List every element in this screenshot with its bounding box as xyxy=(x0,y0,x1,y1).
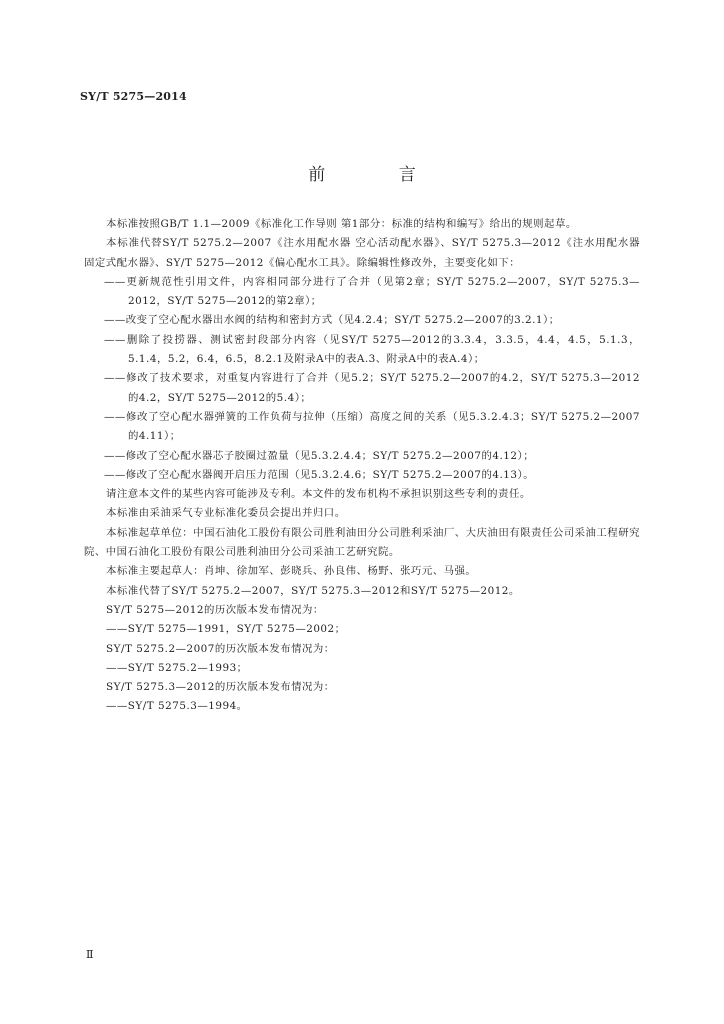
paragraph-proposer: 本标准由采油采气专业标准化委员会提出并归口。 xyxy=(106,507,346,520)
history-item: ——SY/T 5275—1991，SY/T 5275—2002； xyxy=(106,623,346,636)
paragraph-patent-notice: 请注意本文件的某些内容可能涉及专利。本文件的发布机构不承担识别这些专利的责任。 xyxy=(106,488,531,501)
history-item: ——SY/T 5275.2—1993； xyxy=(106,661,248,674)
history-heading: SY/T 5275.2—2007的历次版本发布情况为： xyxy=(106,642,335,655)
history-item: ——SY/T 5275.3—1994。 xyxy=(106,700,248,713)
change-item: ——更新规范性引用文件，内容相同部分进行了合并（见第2章；SY/T 5275.2—2007，SY/T 5275.3—2012，SY/T 5275—2012的第2章）； xyxy=(104,275,640,308)
paragraph-replacement: 本标准代替SY/T 5275.2—2007《注水用配水器 空心活动配水器》、SY/T 5275.3—2012《注水用配水器 固定式配水器》、SY/T 5275—2012《偏心配水工具》。除编辑性修改外，主要变化如下： xyxy=(84,237,640,269)
document-code-header: SY/T 5275—2014 xyxy=(80,90,187,103)
foreword-body xyxy=(84,215,640,717)
change-item: ——删除了投捞器、测试密封段部分内容（见SY/T 5275—2012的3.3.4，3.3.5，4.4，4.5，5.1.3，5.1.4，5.2，6.4，6.5，8.2.1及附录A中的表A.3、附录A中的表A.4）； xyxy=(104,333,640,366)
page-number: Ⅱ xyxy=(86,948,94,961)
history-heading: SY/T 5275—2012的历次版本发布情况为： xyxy=(106,603,324,616)
paragraph-drafting-rules: 本标准按照GB/T 1.1—2009《标准化工作导则 第1部分：标准的结构和编写》给出的规则起草。 xyxy=(106,218,577,230)
change-item: ——修改了空心配水器弹簧的工作负荷与拉伸（压缩）高度之间的关系（见5.3.2.4.3；SY/T 5275.2—2007的4.11）； xyxy=(104,410,640,443)
change-item: ——修改了技术要求，对重复内容进行了合并（见5.2；SY/T 5275.2—2007的4.2，SY/T 5275.3—2012的4.2，SY/T 5275—2012的5.4）； xyxy=(104,372,640,404)
page-title: 前 言 xyxy=(308,165,450,185)
paragraph-drafting-units: 本标准起草单位：中国石油化工股份有限公司胜利油田分公司胜利采油厂、大庆油田有限责任公司采油工程研究院、中国石油化工股份有限公司胜利油田分公司采油工艺研究院。 xyxy=(84,526,640,559)
change-item: ——修改了空心配水器芯子胶圈过盈量（见5.3.2.4.4；SY/T 5275.2—2007的4.12）； xyxy=(104,449,535,462)
change-item: ——改变了空心配水器出水阀的结构和密封方式（见4.2.4；SY/T 5275.2—2007的3.2.1）； xyxy=(104,314,560,327)
change-item: ——修改了空心配水器阀开启压力范围（见5.3.2.4.6；SY/T 5275.2—2007的4.13）。 xyxy=(104,468,535,481)
paragraph-supersedes: 本标准代替了SY/T 5275.2—2007，SY/T 5275.3—2012和SY/T 5275—2012。 xyxy=(106,584,520,597)
paragraph-drafters: 本标准主要起草人：肖坤、徐加军、彭晓兵、孙良伟、杨野、张巧元、马强。 xyxy=(106,565,477,578)
history-heading: SY/T 5275.3—2012的历次版本发布情况为： xyxy=(106,681,335,694)
